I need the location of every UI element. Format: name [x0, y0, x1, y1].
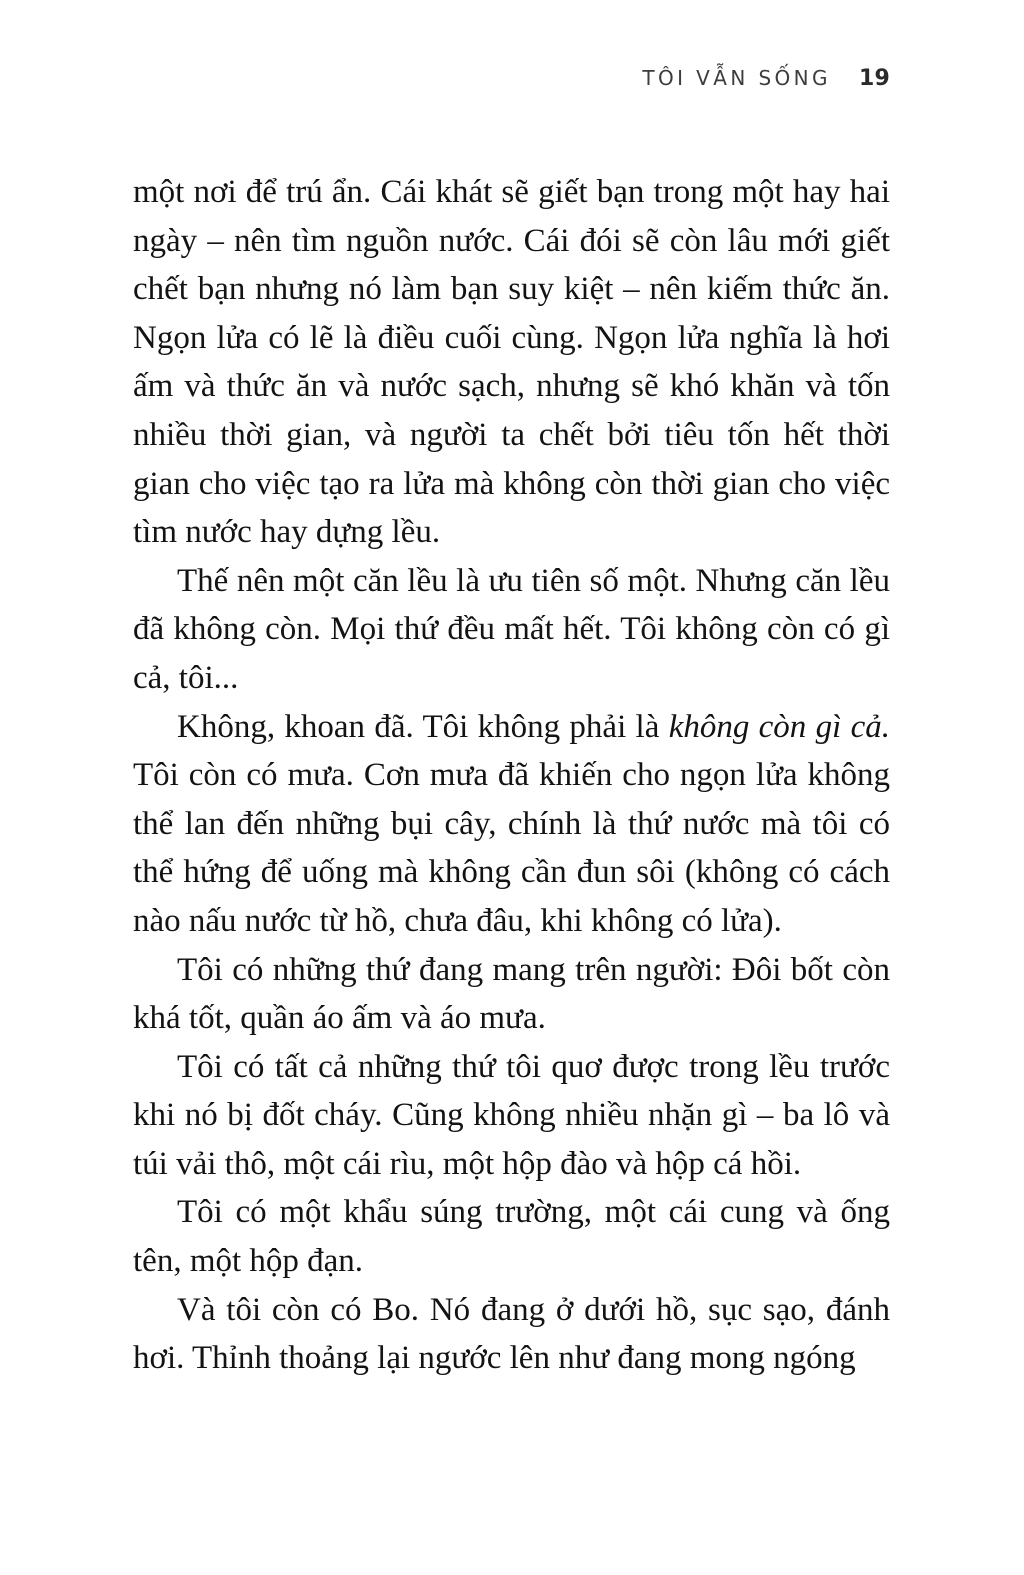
text-segment: một nơi để trú ẩn. Cái khát sẽ giết bạn trong một hay hai ngày – nên tìm nguồn nước. Cái đói sẽ còn lâu mới giết chết bạn nhưng nó làm bạn suy kiệt – nên kiếm thức ăn. Ngọn lửa có lẽ là điều cuối cùng. Ngọn lửa nghĩa là hơi ấm và thức ăn và nước sạch, nhưng sẽ khó khăn và tốn nhiều thời gian, và người ta chết bởi tiêu tốn hết thời gian cho việc tạo ra lửa mà không còn thời gian cho việc tìm nước hay dựng lều.: [133, 174, 890, 551]
emphasized-text: không còn gì cả.: [668, 708, 890, 745]
running-header: [642, 66, 890, 91]
paragraph: [133, 703, 890, 946]
running-title: TÔI VẪN SỐNG: [642, 66, 831, 90]
page-number: 19: [858, 66, 890, 91]
paragraph: [133, 1286, 890, 1383]
text-segment: Tôi còn có mưa. Cơn mưa đã khiến cho ngọn lửa không thể lan đến những bụi cây, chính là thứ nước mà tôi có thể hứng để uống mà không cần đun sôi (không có cách nào nấu nước từ hồ, chưa đâu, khi không có lửa).: [133, 757, 890, 939]
paragraph: [133, 168, 890, 557]
text-block: [133, 168, 890, 1383]
text-segment: Tôi có một khẩu súng trường, một cái cung và ống tên, một hộp đạn.: [133, 1194, 890, 1280]
text-segment: Thế nên một căn lều là ưu tiên số một. Nhưng căn lều đã không còn. Mọi thứ đều mất hết. Tôi không còn có gì cả, tôi...: [133, 562, 890, 696]
text-segment: Không, khoan đã. Tôi không phải là: [177, 708, 669, 745]
text-segment: Tôi có những thứ đang mang trên người: Đôi bốt còn khá tốt, quần áo ấm và áo mưa.: [133, 951, 890, 1037]
text-segment: Tôi có tất cả những thứ tôi quơ được trong lều trước khi nó bị đốt cháy. Cũng không nhiều nhặn gì – ba lô và túi vải thô, một cái rìu, một hộp đào và hộp cá hồi.: [133, 1048, 890, 1182]
paragraph: [133, 946, 890, 1043]
paragraph: [133, 1043, 890, 1189]
text-segment: Và tôi còn có Bo. Nó đang ở dưới hồ, sục sạo, đánh hơi. Thỉnh thoảng lại ngước lên như đang mong ngóng: [133, 1291, 890, 1377]
paragraph: [133, 557, 890, 703]
paragraph: [133, 1188, 890, 1285]
